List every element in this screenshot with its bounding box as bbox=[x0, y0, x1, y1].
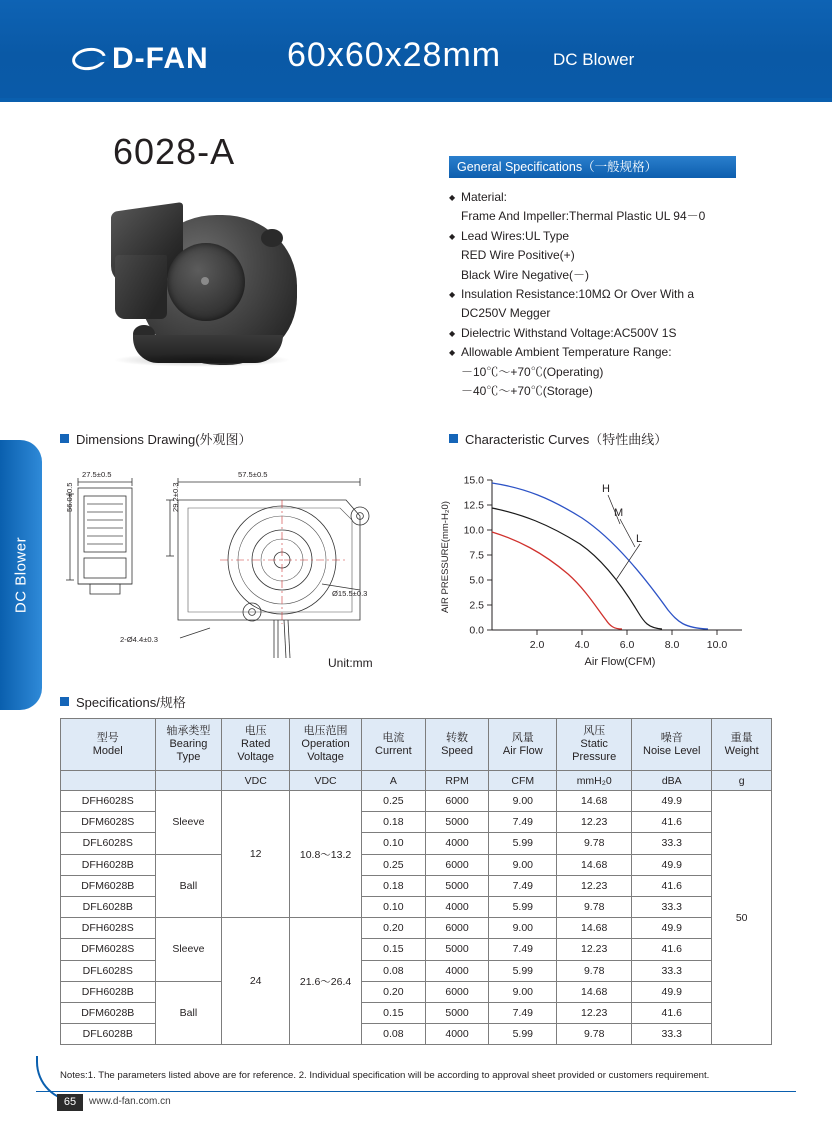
unit-weight: g bbox=[712, 771, 772, 791]
specifications-heading bbox=[60, 692, 186, 711]
cell-airflow: 7.49 bbox=[489, 875, 557, 896]
header-divider bbox=[0, 98, 832, 102]
cell-speed: 6000 bbox=[425, 918, 489, 939]
col-header-model: 型号 Model bbox=[61, 719, 156, 771]
table-body bbox=[61, 791, 772, 1045]
dimensions-heading bbox=[60, 429, 252, 448]
y-axis-label: AIR PRESSURE(mm-H₂0) bbox=[440, 501, 451, 613]
cell-model: DFL6028S bbox=[61, 960, 156, 981]
unit-bearing bbox=[155, 771, 222, 791]
cell-airflow: 5.99 bbox=[489, 833, 557, 854]
unit-airflow: CFM bbox=[489, 771, 557, 791]
table-row bbox=[61, 981, 772, 1002]
cell-speed: 4000 bbox=[425, 896, 489, 917]
dimensions-heading-label: Dimensions Drawing(外观图） bbox=[76, 432, 252, 447]
cell-bearing: Ball bbox=[155, 981, 222, 1045]
spec-item: ◆ Allowable Ambient Temperature Range: bbox=[449, 343, 779, 362]
y-tick: 5.0 bbox=[469, 574, 484, 587]
cell-noise: 49.9 bbox=[632, 981, 712, 1002]
cell-model: DFH6028B bbox=[61, 854, 156, 875]
cell-model: DFM6028B bbox=[61, 1002, 156, 1023]
cell-current: 0.18 bbox=[362, 875, 426, 896]
curve-l bbox=[492, 532, 622, 629]
x-axis-label: Air Flow(CFM) bbox=[584, 656, 656, 668]
table-row bbox=[61, 854, 772, 875]
specifications-table bbox=[60, 718, 772, 1045]
cell-speed: 5000 bbox=[425, 1002, 489, 1023]
cell-noise: 41.6 bbox=[632, 939, 712, 960]
spec-item: ◆ Insulation Resistance:10MΩ Or Over With a bbox=[449, 285, 779, 304]
cell-speed: 4000 bbox=[425, 833, 489, 854]
dimensions-drawing bbox=[60, 460, 420, 675]
x-tick: 4.0 bbox=[574, 639, 590, 651]
cell-model: DFH6028B bbox=[61, 981, 156, 1002]
characteristic-curves-chart bbox=[430, 462, 770, 682]
dimensions-svg bbox=[60, 460, 420, 675]
curve-h bbox=[492, 483, 708, 629]
cell-noise: 49.9 bbox=[632, 918, 712, 939]
dimensions-unit-label: Unit:mm bbox=[328, 656, 373, 670]
cell-speed: 5000 bbox=[425, 939, 489, 960]
cell-airflow: 5.99 bbox=[489, 1024, 557, 1045]
cell-airflow: 9.00 bbox=[489, 854, 557, 875]
footer-divider bbox=[36, 1091, 796, 1092]
website-url[interactable]: www.d-fan.com.cn bbox=[89, 1096, 171, 1107]
cell-speed: 4000 bbox=[425, 1024, 489, 1045]
x-tick: 10.0 bbox=[706, 639, 728, 651]
general-specifications-list bbox=[449, 188, 779, 401]
cell-noise: 49.9 bbox=[632, 854, 712, 875]
cell-noise: 41.6 bbox=[632, 812, 712, 833]
cell-bearing: Ball bbox=[155, 854, 222, 918]
curves-svg bbox=[430, 462, 770, 682]
cell-airflow: 5.99 bbox=[489, 896, 557, 917]
col-header-noise: 噪音 Noise Level bbox=[632, 719, 712, 771]
x-tick: 8.0 bbox=[664, 639, 680, 651]
table-row bbox=[61, 918, 772, 939]
cell-static-pressure: 14.68 bbox=[557, 918, 632, 939]
dim-side-height: 56.0±0.5 bbox=[65, 482, 74, 512]
cell-current: 0.25 bbox=[362, 791, 426, 812]
unit-current: A bbox=[362, 771, 426, 791]
cell-noise: 33.3 bbox=[632, 833, 712, 854]
cell-noise: 33.3 bbox=[632, 960, 712, 981]
cell-static-pressure: 12.23 bbox=[557, 875, 632, 896]
col-header-speed: 转数 Speed bbox=[425, 719, 489, 771]
page-header bbox=[0, 0, 832, 98]
cell-static-pressure: 12.23 bbox=[557, 1002, 632, 1023]
cell-current: 0.18 bbox=[362, 812, 426, 833]
cell-speed: 6000 bbox=[425, 854, 489, 875]
cell-model: DFM6028S bbox=[61, 812, 156, 833]
cell-noise: 41.6 bbox=[632, 1002, 712, 1023]
curves-heading-label: Characteristic Curves（特性曲线） bbox=[465, 432, 668, 447]
cell-static-pressure: 14.68 bbox=[557, 791, 632, 812]
unit-noise: dBA bbox=[632, 771, 712, 791]
cell-airflow: 7.49 bbox=[489, 812, 557, 833]
x-tick: 2.0 bbox=[529, 639, 545, 651]
col-header-weight: 重量 Weight bbox=[712, 719, 772, 771]
series-label-h: H bbox=[602, 483, 610, 495]
square-bullet-icon bbox=[60, 697, 69, 706]
cell-static-pressure: 14.68 bbox=[557, 981, 632, 1002]
brand-name: D-FAN bbox=[112, 42, 209, 75]
cell-static-pressure: 14.68 bbox=[557, 854, 632, 875]
cell-speed: 6000 bbox=[425, 791, 489, 812]
cell-current: 0.10 bbox=[362, 896, 426, 917]
y-tick: 0.0 bbox=[469, 624, 484, 637]
cell-speed: 6000 bbox=[425, 981, 489, 1002]
cell-airflow: 5.99 bbox=[489, 960, 557, 981]
cell-operation-voltage: 21.6～26.4 bbox=[290, 918, 362, 1045]
unit-rated-voltage: VDC bbox=[222, 771, 290, 791]
cell-current: 0.10 bbox=[362, 833, 426, 854]
cell-model: DFH6028S bbox=[61, 918, 156, 939]
cell-noise: 33.3 bbox=[632, 1024, 712, 1045]
cell-weight: 50 bbox=[712, 791, 772, 1045]
y-tick: 10.0 bbox=[463, 524, 484, 537]
page-title: 6028-A bbox=[113, 131, 236, 172]
cell-noise: 49.9 bbox=[632, 791, 712, 812]
cell-model: DFL6028B bbox=[61, 1024, 156, 1045]
curves-heading bbox=[449, 429, 667, 448]
cell-static-pressure: 9.78 bbox=[557, 833, 632, 854]
spec-item: －10℃～+70℃(Operating) bbox=[461, 364, 604, 379]
cell-speed: 5000 bbox=[425, 875, 489, 896]
cell-current: 0.20 bbox=[362, 981, 426, 1002]
cell-operation-voltage: 10.8～13.2 bbox=[290, 791, 362, 918]
col-header-rated-voltage: 电压 Rated Voltage bbox=[222, 719, 290, 771]
cell-speed: 4000 bbox=[425, 960, 489, 981]
cell-bearing: Sleeve bbox=[155, 791, 222, 855]
col-header-operation-voltage: 电压范围 Operation Voltage bbox=[290, 719, 362, 771]
cell-rated-voltage: 24 bbox=[222, 918, 290, 1045]
product-type: DC Blower bbox=[553, 50, 635, 69]
table-header bbox=[61, 719, 772, 791]
unit-model bbox=[61, 771, 156, 791]
spec-item: Frame And Impeller:Thermal Plastic UL 94－0 bbox=[461, 209, 706, 224]
dim-mount-hole: 2-Ø4.4±0.3 bbox=[120, 635, 158, 644]
specifications-heading-label: Specifications/规格 bbox=[76, 695, 186, 710]
col-header-static-pressure: 风压 Static Pressure bbox=[557, 719, 632, 771]
cell-current: 0.08 bbox=[362, 960, 426, 981]
side-tab-label: DC Blower bbox=[12, 536, 30, 614]
series-label-m: M bbox=[614, 507, 624, 519]
cell-airflow: 9.00 bbox=[489, 918, 557, 939]
dim-circle-hole: Ø15.5±0.3 bbox=[332, 589, 368, 598]
cell-speed: 5000 bbox=[425, 812, 489, 833]
cell-model: DFL6028B bbox=[61, 896, 156, 917]
cell-current: 0.25 bbox=[362, 854, 426, 875]
brand-logo bbox=[72, 42, 209, 76]
spec-item: －40℃～+70℃(Storage) bbox=[461, 384, 593, 399]
cell-static-pressure: 9.78 bbox=[557, 1024, 632, 1045]
cell-model: DFH6028S bbox=[61, 791, 156, 812]
table-row bbox=[61, 791, 772, 812]
col-header-airflow: 风量 Air Flow bbox=[489, 719, 557, 771]
unit-operation-voltage: VDC bbox=[290, 771, 362, 791]
cell-airflow: 9.00 bbox=[489, 791, 557, 812]
spec-item: RED Wire Positive(+) bbox=[461, 248, 575, 263]
cell-current: 0.08 bbox=[362, 1024, 426, 1045]
ellipse-icon bbox=[71, 46, 108, 73]
cell-current: 0.15 bbox=[362, 1002, 426, 1023]
cell-model: DFL6028S bbox=[61, 833, 156, 854]
x-tick: 6.0 bbox=[619, 639, 635, 651]
series-label-l: L bbox=[636, 533, 643, 545]
unit-speed: RPM bbox=[425, 771, 489, 791]
cell-model: DFM6028S bbox=[61, 939, 156, 960]
cell-static-pressure: 9.78 bbox=[557, 896, 632, 917]
product-photo bbox=[73, 185, 333, 385]
table-notes: Notes:1. The parameters listed above are for reference. 2. Individual specification will be according to approval sheet provided or customers requirement. bbox=[60, 1070, 710, 1081]
square-bullet-icon bbox=[60, 434, 69, 443]
general-specifications-label: General Specifications（一般规格） bbox=[457, 160, 658, 174]
cell-static-pressure: 12.23 bbox=[557, 939, 632, 960]
spec-item: ◆ Lead Wires:UL Type bbox=[449, 227, 779, 246]
col-header-current: 电流 Current bbox=[362, 719, 426, 771]
cell-static-pressure: 12.23 bbox=[557, 812, 632, 833]
dim-left-width: 27.5±0.5 bbox=[82, 470, 112, 479]
cell-current: 0.15 bbox=[362, 939, 426, 960]
side-tab-dc-blower bbox=[0, 440, 42, 710]
dim-top-width: 57.5±0.5 bbox=[238, 470, 268, 479]
spec-item: ◆ Dielectric Withstand Voltage:AC500V 1S bbox=[449, 324, 779, 343]
cell-noise: 33.3 bbox=[632, 896, 712, 917]
general-specifications-heading bbox=[449, 156, 736, 178]
cell-bearing: Sleeve bbox=[155, 918, 222, 982]
y-tick: 7.5 bbox=[469, 549, 484, 562]
unit-static-pressure: mmH₂0 bbox=[557, 771, 632, 791]
cell-model: DFM6028B bbox=[61, 875, 156, 896]
col-header-bearing: 轴承类型 Bearing Type bbox=[155, 719, 222, 771]
cell-static-pressure: 9.78 bbox=[557, 960, 632, 981]
spec-item: DC250V Megger bbox=[461, 306, 551, 321]
cell-current: 0.20 bbox=[362, 918, 426, 939]
cell-airflow: 7.49 bbox=[489, 939, 557, 960]
square-bullet-icon bbox=[449, 434, 458, 443]
y-tick: 2.5 bbox=[469, 599, 484, 612]
spec-item: Black Wire Negative(－) bbox=[461, 267, 590, 282]
cell-rated-voltage: 12 bbox=[222, 791, 290, 918]
cell-noise: 41.6 bbox=[632, 875, 712, 896]
y-tick: 12.5 bbox=[463, 499, 484, 512]
cell-airflow: 9.00 bbox=[489, 981, 557, 1002]
spec-item: ◆ Material: bbox=[449, 188, 779, 207]
dim-inner-height: 29.2±0.3 bbox=[171, 482, 180, 512]
page-number: 65 bbox=[57, 1094, 83, 1111]
y-tick: 15.0 bbox=[463, 474, 484, 487]
product-size: 60x60x28mm bbox=[287, 36, 502, 74]
cell-airflow: 7.49 bbox=[489, 1002, 557, 1023]
